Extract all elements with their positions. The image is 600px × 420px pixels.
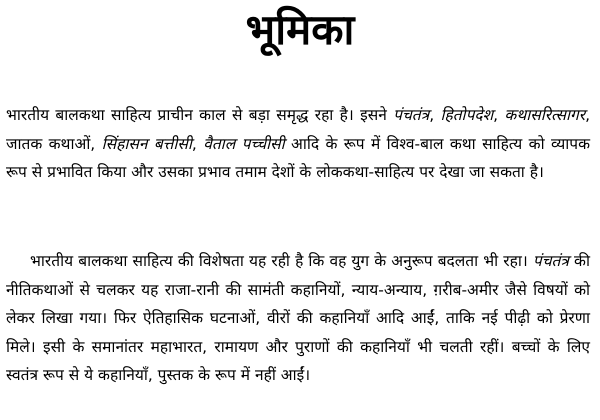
paragraph-1-text: आदि के रूप में विश्व-बाल कथा साहित्य को व्यापक रूप से प्रभावित किया और उसका प्रभाव तमाम देशों के लोककथा-साहित्य पर देखा जा सकता है। xyxy=(6,134,591,182)
book-title-panchatantra: पंचतंत्र xyxy=(532,252,569,270)
paragraph-2-text: भारतीय बालकथा साहित्य की विशेषता यह रही है कि वह युग के अनुरूप बदलता भी रहा। xyxy=(30,252,533,270)
paragraph-1-text: , xyxy=(429,106,441,124)
paragraph-1-text: , xyxy=(493,106,505,124)
book-title-kathasaritsagar: कथासरित्सागर xyxy=(504,106,586,124)
book-title-vaital-pachisi: वैताल पच्चीसी xyxy=(203,134,285,153)
book-title-simhasan-battisi: सिंहासन बत्तीसी xyxy=(101,134,192,153)
page-title: भूमिका xyxy=(245,5,355,54)
paragraph-2-text: की नीतिकथाओं से चलकर यह राजा-रानी की सामंती कहानियों, न्याय-अन्याय, ग़रीब-अमीर जैसे विषयों को लेकर लिखा गया। फिर ऐतिहासिक घटनाओं, वीरों की कहानियाँ आदि आईं, ताकि नई पीढ़ी को प्रेरणा मिले। इसी के समानांतर महाभारत, रामायण और पुराणों की कहानियाँ भी चलती रहीं। बच्चों के लिए स्वतंत्र रूप से ये कहानियाँ, पुस्तक के रूप में नहीं आईं। xyxy=(6,252,590,385)
paragraph-1-text: , जातक कथाओं, xyxy=(6,106,591,153)
book-title-hitopadesh: हितोपदेश xyxy=(440,106,494,124)
paragraph-1-text: भारतीय बालकथा साहित्य प्राचीन काल से बड़ा समृद्ध रहा है। इसने xyxy=(6,106,394,124)
paragraph-1 xyxy=(6,101,590,187)
paragraph-1-text: , xyxy=(191,134,204,153)
paragraph-2 xyxy=(6,247,590,390)
book-title-panchatantra: पंचतंत्र xyxy=(393,106,430,124)
